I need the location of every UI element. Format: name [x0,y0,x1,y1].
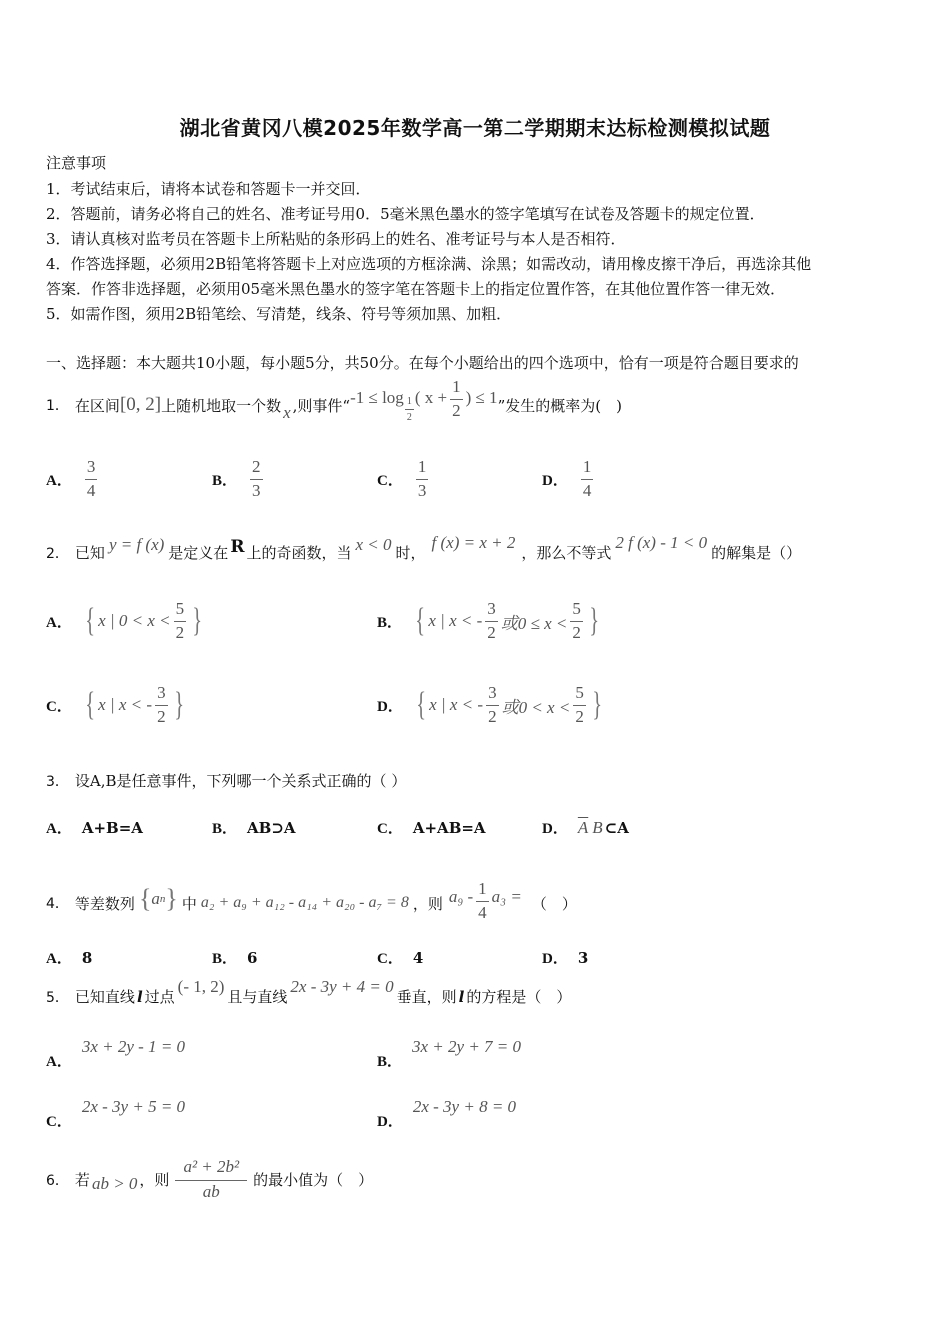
option-label: D． [377,1114,403,1130]
q6-text-2: ，则 [139,1171,170,1190]
option-text: 8 [81,948,93,967]
q5-option-c[interactable] [46,1096,186,1130]
q1-text-2: 上随机地取一个数 [161,396,282,415]
q4-fraction: $\frac{1}{4}$ [478,879,487,922]
option-label: B． [212,821,238,837]
q2-text-3: 上的奇函数，当 [246,544,352,562]
question-number: 1． [46,398,69,415]
option-label: C． [46,698,72,715]
option-label: D． [542,951,568,967]
q2-text-1: 已知 [74,544,105,562]
q4-option-c[interactable] [377,947,423,968]
question-number: 3． [46,773,69,790]
option-label: A． [46,1054,72,1070]
q6-condition: ab > 0 [91,1173,138,1193]
left-brace-icon: { [415,602,426,640]
q6-text-3: 的最小值为（ ） [253,1171,374,1190]
q5-point: (- 1, 2) [177,976,225,996]
option-math: 3x + 2y + 7 = 0 [412,1036,522,1056]
q1-event-fraction: $\frac{1}{2}$ [452,377,461,420]
option-label: B． [377,614,403,631]
q5-line-symbol: l [136,987,143,1006]
q4-text-3: ，则 [412,894,443,913]
q1-event-mid: ( x + [414,388,448,408]
q3-option-d[interactable] [542,817,629,838]
option-text: 6 [247,948,258,967]
left-brace-icon: { [138,884,152,914]
q2-text-5: ，那么不等式 [521,544,612,562]
option-label: A． [46,472,72,489]
option-set: { x | x < - $\frac{3}{2}$ 或0 < x < $\frac{5}{2}$ } [416,683,602,726]
notice-item-1: 1．考试结束后，请将本试卷和答题卡一并交回． [46,180,371,198]
option-set: { x | x < - $\frac{3}{2}$ 或0 ≤ x < $\frac{5}{2}$ } [415,599,599,642]
q4-equation: a₂ + a₉ + a₁₂ - a₁₄ + a₂₀ - a₇ = 8 [200,894,409,912]
question-number: 4． [46,896,69,913]
option-label: A． [46,821,72,837]
q2-option-d[interactable] [377,684,605,726]
option-label: C． [377,821,403,837]
q2-real-set: R [230,536,245,557]
q1-option-a[interactable] [46,458,100,500]
q1-log-base: $\frac{1}{2}$ [406,395,412,423]
option-text: ⊂A [604,818,629,837]
option-text: A+B=A [81,818,143,837]
q2-option-c[interactable] [46,684,187,726]
option-label: A． [46,614,72,631]
left-brace-icon: { [416,686,426,724]
page-title: 湖北省黄冈八模2025年数学高一第二学期期末达标检测模拟试题 [179,116,771,140]
question-number: 2． [46,545,69,562]
q2-math-2: x < 0 [355,534,392,554]
q1-option-b[interactable] [212,458,266,500]
right-brace-icon: } [192,602,203,640]
option-label: B． [212,951,238,967]
q5-text-4: 垂直，则 [396,988,457,1006]
q2-math-4: 2 f (x) - 1 < 0 [615,532,708,552]
q5-option-b[interactable] [377,1036,522,1070]
q4-option-d[interactable] [542,947,588,968]
notice-item-5: 5．如需作图，须用2B铅笔绘、写清楚，线条、符号等须加黑、加粗． [46,305,512,323]
q1-interval: [0, 2] [119,394,162,416]
option-label: A． [46,951,72,967]
q1-event-left: -1 ≤ log [350,388,404,408]
q6-fraction: $\frac{\text{a² + 2b²}}{ab}$ [175,1158,247,1201]
q3-option-b[interactable] [212,817,296,838]
option-label: D． [542,821,568,837]
notice-item-2: 2．答题前，请务必将自己的姓名、准考证号用0．5毫米黑色墨水的签字笔填写在试卷及答题卡的规定位置． [46,205,765,223]
q4-option-a[interactable] [46,947,92,968]
left-brace-icon: { [85,602,95,640]
option-math: 3x + 2y - 1 = 0 [81,1036,186,1056]
option-label: C． [377,951,403,967]
q4-expr-a: a₉ - [448,887,474,907]
option-label: D． [542,472,568,489]
q5-text-2: 过点 [144,988,175,1006]
q2-text-2: 是定义在 [168,544,229,562]
option-fraction: $\frac{1}{3}$ [417,457,427,500]
option-set: { x | x < - $\frac{3}{2}$ } [85,683,184,726]
option-text: A+AB=A [412,818,486,837]
q3-text: 设A,B是任意事件，下列哪一个关系式正确的（ ） [74,772,407,790]
q3-option-c[interactable] [377,817,486,838]
q2-option-a[interactable] [46,600,205,642]
option-text: AB⊃A [247,818,296,837]
q2-option-b[interactable] [377,600,602,642]
q5-text-3: 且与直线 [227,988,288,1006]
right-brace-icon: } [165,884,178,914]
q4-expr-b: a₃ = [491,887,522,907]
q1-variable: x [283,403,291,423]
option-label: C． [46,1114,72,1130]
question-2 [46,532,802,563]
question-number: 6． [46,1172,69,1189]
option-text: 4 [412,948,424,967]
q3-option-a[interactable] [46,817,143,838]
q5-option-d[interactable] [377,1096,517,1130]
question-1 [46,377,622,426]
q5-text-5: 的方程是（ ） [466,988,572,1006]
right-brace-icon: } [592,686,602,724]
notice-item-4-cont: 答案．作答非选择题，必须用05毫米黑色墨水的签字笔在答题卡上的指定位置作答，在其他位置作答一律无效． [46,280,786,298]
q4-text-1: 等差数列 [74,894,135,913]
q5-option-a[interactable] [46,1036,186,1070]
right-brace-icon: } [589,602,599,640]
left-brace-icon: { [85,686,95,724]
q1-event [350,377,498,423]
q4-text-4: （ ） [531,894,577,913]
q2-text-4: 时， [395,544,426,562]
notice-heading: 注意事项 [46,154,107,172]
q5-given-line: 2x - 3y + 4 = 0 [290,976,394,996]
question-6 [46,1158,373,1201]
q1-text-3: ,则事件“ [292,396,351,415]
q1-event-right: ) ≤ 1 [465,388,498,408]
q5-text-1: 已知直线 [74,988,135,1006]
q1-text-1: 在区间 [74,396,120,415]
question-3 [46,770,406,791]
notice-item-4: 4．作答选择题，必须用2B铅笔将答题卡上对应选项的方框涂满、涂黑；如需改动，请用橡皮擦干净后，再选涂其他 [46,255,812,273]
q1-text-4: ”发生的概率为( ) [497,396,622,415]
q4-sequence: { a n } [138,884,178,914]
q2-math-3: f (x) = x + 2 [431,532,516,552]
option-label: D． [377,698,403,715]
option-label: B． [212,472,238,489]
option-math: 2x - 3y + 8 = 0 [412,1096,517,1116]
option-label: C． [377,472,403,489]
option-math: B [592,817,603,837]
option-fraction: $\frac{3}{4}$ [86,457,96,500]
q5-line-symbol-2: l [458,987,465,1006]
option-label: B． [377,1054,403,1070]
option-fraction: $\frac{2}{3}$ [252,457,261,500]
question-4 [46,879,577,924]
option-complement: $\overline{A}$ [577,817,589,837]
question-number: 5． [46,989,69,1006]
option-fraction: $\frac{1}{4}$ [582,457,592,500]
option-set: { x | 0 < x < $\frac{5}{2}$ } [85,599,203,642]
q4-text-2: 中 [181,894,197,913]
q6-text-1: 若 [74,1171,90,1190]
section-heading: 一、选择题：本大题共10小题，每小题5分，共50分。在每个小题给出的四个选项中，恰有一项是符合题目要求的 [46,354,799,372]
option-text: 3 [577,948,589,967]
q1-option-d[interactable] [542,458,596,500]
q2-math-1: y = f (x) [108,534,165,554]
notice-item-3: 3．请认真核对监考员在答题卡上所粘贴的条形码上的姓名、准考证号与本人是否相符． [46,230,626,248]
question-5 [46,976,572,1007]
q4-option-b[interactable] [212,947,257,968]
right-brace-icon: } [173,686,184,724]
q2-text-6: 的解集是（） [711,544,802,562]
option-math: 2x - 3y + 5 = 0 [81,1096,186,1116]
q1-option-c[interactable] [377,458,431,500]
